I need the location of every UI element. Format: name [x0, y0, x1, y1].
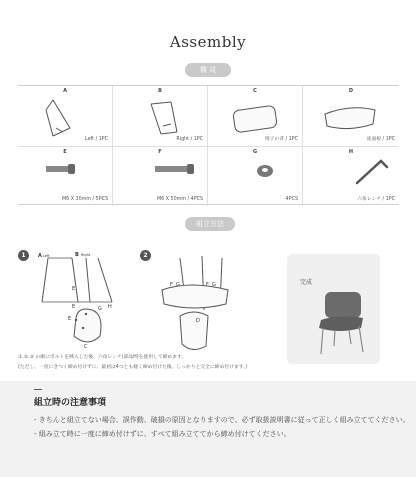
part-caption: Left / 1PC: [85, 137, 108, 142]
step-1-illustration: [28, 248, 128, 368]
part-b-cell: [113, 86, 208, 146]
label-e2: E: [72, 304, 76, 310]
part-caption: 4PCS: [285, 197, 298, 202]
part-letter: H: [348, 149, 354, 155]
label-e1: E: [72, 286, 76, 292]
page-title: Assembly: [169, 33, 247, 51]
label-g: G: [98, 306, 102, 312]
part-c-cell: [208, 86, 303, 146]
precaution-item: - 組み立て時に一度に締め付けずに、すべて組み立ててから締め付けてください。: [34, 430, 291, 438]
part-letter: F: [158, 149, 162, 155]
part-a-cell: [18, 86, 113, 146]
parts-section-label: 構 成: [185, 63, 231, 77]
completed-chair-icon: [287, 254, 380, 364]
part-letter: G: [252, 149, 258, 155]
part-f-cell: [113, 146, 208, 206]
part-letter: B: [158, 88, 162, 94]
label-g1: G: [176, 282, 180, 288]
assembly-note-1: ①,②,③ の順にボルトを挿入した後、六角レンチ(部品H)を使用して締めます。: [18, 355, 187, 360]
part-g-cell: [208, 146, 303, 206]
part-e-cell: [18, 146, 113, 206]
label-c: C: [84, 344, 88, 350]
part-d-cell: [303, 86, 399, 146]
precautions-section: [0, 381, 416, 477]
label-e3: E: [68, 316, 72, 322]
label-f1: F: [170, 282, 173, 288]
step-2-badge: 2: [140, 250, 151, 261]
label-left: Left: [43, 254, 50, 258]
part-caption: Right / 1PC: [176, 137, 203, 142]
label-f2: F: [206, 282, 209, 288]
completed-panel: [287, 254, 380, 364]
label-b: B: [75, 252, 79, 258]
precautions-heading: 組立時の注意事項: [34, 398, 107, 408]
section-divider: [34, 389, 42, 390]
part-caption: 六角レンチ / 1PC: [357, 197, 395, 202]
part-letter: C: [253, 88, 257, 94]
assembly-note-2: (ただし、一度にきつく締め付けずに、最初は4つとも軽く締め付けた後、しっかりと完全に締め付けます。): [18, 365, 248, 370]
part-letter: E: [63, 149, 67, 155]
precaution-item: - きちんと組立てない場合、誤作動、破損の原因となりますので、必ず取扱説明書に従って正しく組み立ててください。: [34, 416, 410, 424]
label-a: A: [38, 253, 42, 259]
label-g2: G: [212, 282, 216, 288]
assembly-method-label: 組立方法: [185, 217, 235, 231]
label-d: D: [196, 318, 200, 324]
parts-grid: [18, 85, 399, 205]
part-caption: M6 X 30mm / 5PCS: [62, 197, 108, 202]
completed-label: 完成: [300, 279, 313, 286]
part-letter: D: [348, 88, 354, 94]
part-h-cell: [303, 146, 399, 206]
step-2-illustration: [150, 250, 250, 360]
step-1-badge: 1: [18, 250, 29, 261]
part-letter: A: [63, 88, 67, 94]
label-h: H: [108, 304, 112, 310]
part-caption: 椅子の背 / 1PC: [264, 137, 298, 142]
part-caption: M6 X 50mm / 4PCS: [157, 197, 203, 202]
part-caption: 座面板 / 1PC: [366, 137, 395, 142]
label-right: Right: [81, 253, 91, 257]
